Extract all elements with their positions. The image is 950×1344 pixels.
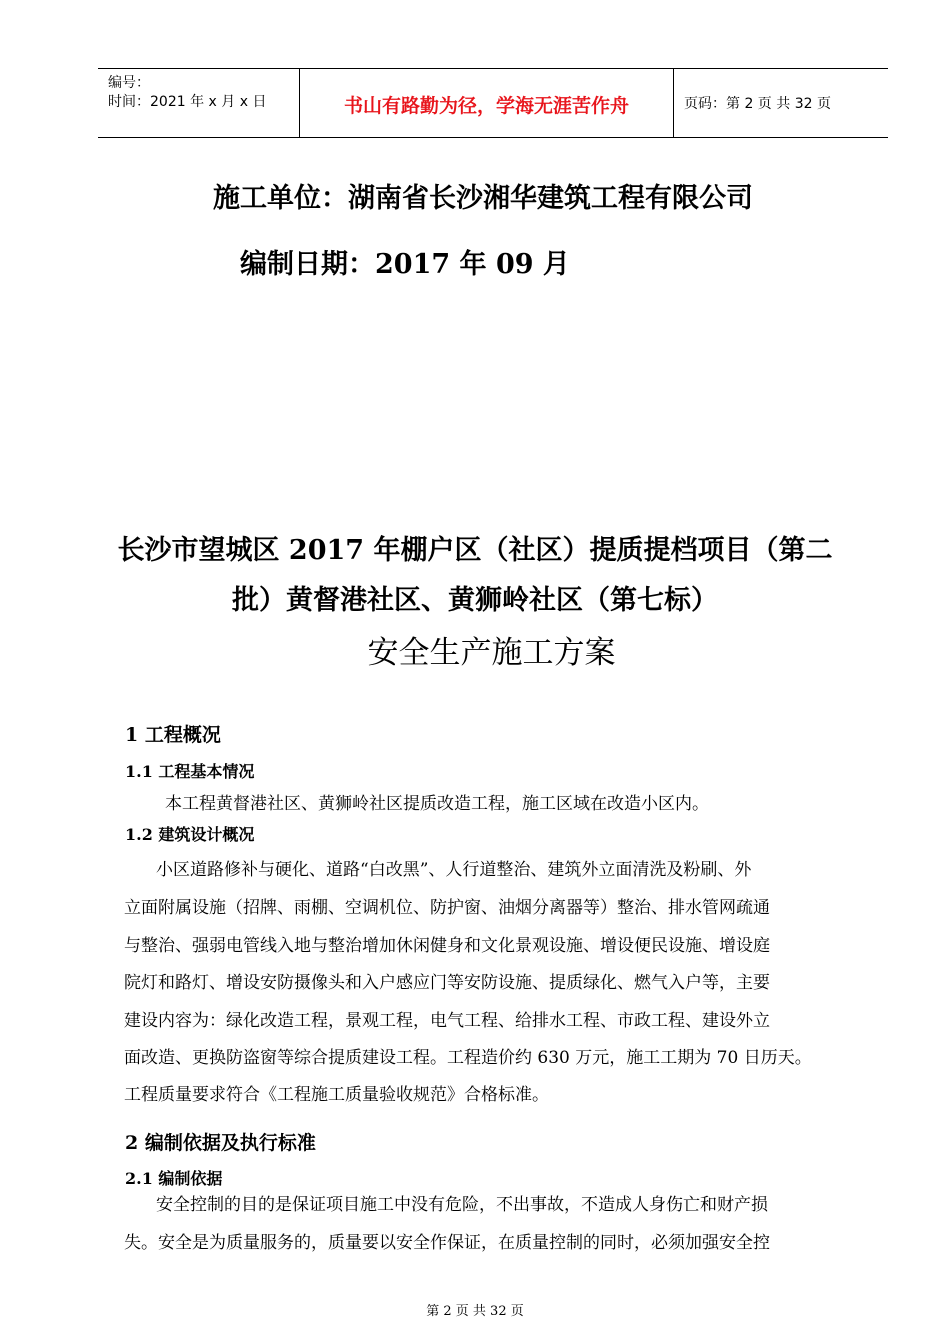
paragraph-line: 安全控制的目的是保证项目施工中没有危险，不出事故，不造成人身伤亡和财产损	[156, 1195, 768, 1215]
paragraph-line: 建设内容为：绿化改造工程，景观工程，电气工程、给排水工程、市政工程、建设外立	[124, 1011, 770, 1031]
paragraph-line: 小区道路修补与硬化、道路“白改黑”、人行道整治、建筑外立面清洗及粉刷、外	[156, 860, 752, 880]
section-heading-1: 1 工程概况	[125, 724, 221, 746]
header-table	[98, 68, 888, 138]
header-page-cell	[674, 69, 888, 137]
paragraph-line: 工程质量要求符合《工程施工质量验收规范》合格标准。	[124, 1085, 549, 1105]
page-info: 页码：第 2 页 共 32 页	[684, 96, 831, 112]
header-motto-cell	[300, 69, 674, 137]
section-heading-2-1: 2.1 编制依据	[125, 1169, 223, 1188]
section-heading-1-2: 1.2 建筑设计概况	[125, 825, 255, 844]
section-heading-1-1: 1.1 工程基本情况	[125, 762, 255, 781]
compile-date: 编制日期：2017 年 09 月	[240, 249, 570, 280]
paragraph-line: 与整治、强弱电管线入地与整治增加休闲健身和文化景观设施、增设便民设施、增设庭	[124, 936, 770, 956]
paragraph-line: 失。安全是为质量服务的，质量要以安全作保证，在质量控制的同时，必须加强安全控	[124, 1233, 770, 1253]
project-title-line1: 长沙市望城区 2017 年棚户区（社区）提质提档项目（第二	[117, 535, 833, 566]
construction-unit: 施工单位：湖南省长沙湘华建筑工程有限公司	[213, 183, 753, 214]
section-heading-2: 2 编制依据及执行标准	[125, 1132, 316, 1154]
paragraph-line: 面改造、更换防盗窗等综合提质建设工程。工程造价约 630 万元，施工工期为 70 日历天。	[124, 1048, 812, 1068]
header-meta-cell	[98, 69, 300, 137]
paragraph-1-1: 本工程黄督港社区、黄狮岭社区提质改造工程，施工区域在改造小区内。	[165, 794, 709, 814]
paragraph-line: 院灯和路灯、增设安防摄像头和入户感应门等安防设施、提质绿化、燃气入户等，主要	[124, 973, 770, 993]
project-title-line2: 批）黄督港社区、黄狮岭社区（第七标）	[232, 585, 718, 616]
paragraph-line: 立面附属设施（招牌、雨棚、空调机位、防护窗、油烟分离器等）整治、排水管网疏通	[124, 898, 770, 918]
time-label: 时间：2021 年 x 月 x 日	[108, 94, 267, 110]
document-title: 安全生产施工方案	[367, 635, 616, 671]
motto: 书山有路勤为径，学海无涯苦作舟	[343, 95, 629, 117]
page-footer: 第 2 页 共 32 页	[426, 1304, 524, 1319]
number-label: 编号：	[108, 75, 150, 91]
